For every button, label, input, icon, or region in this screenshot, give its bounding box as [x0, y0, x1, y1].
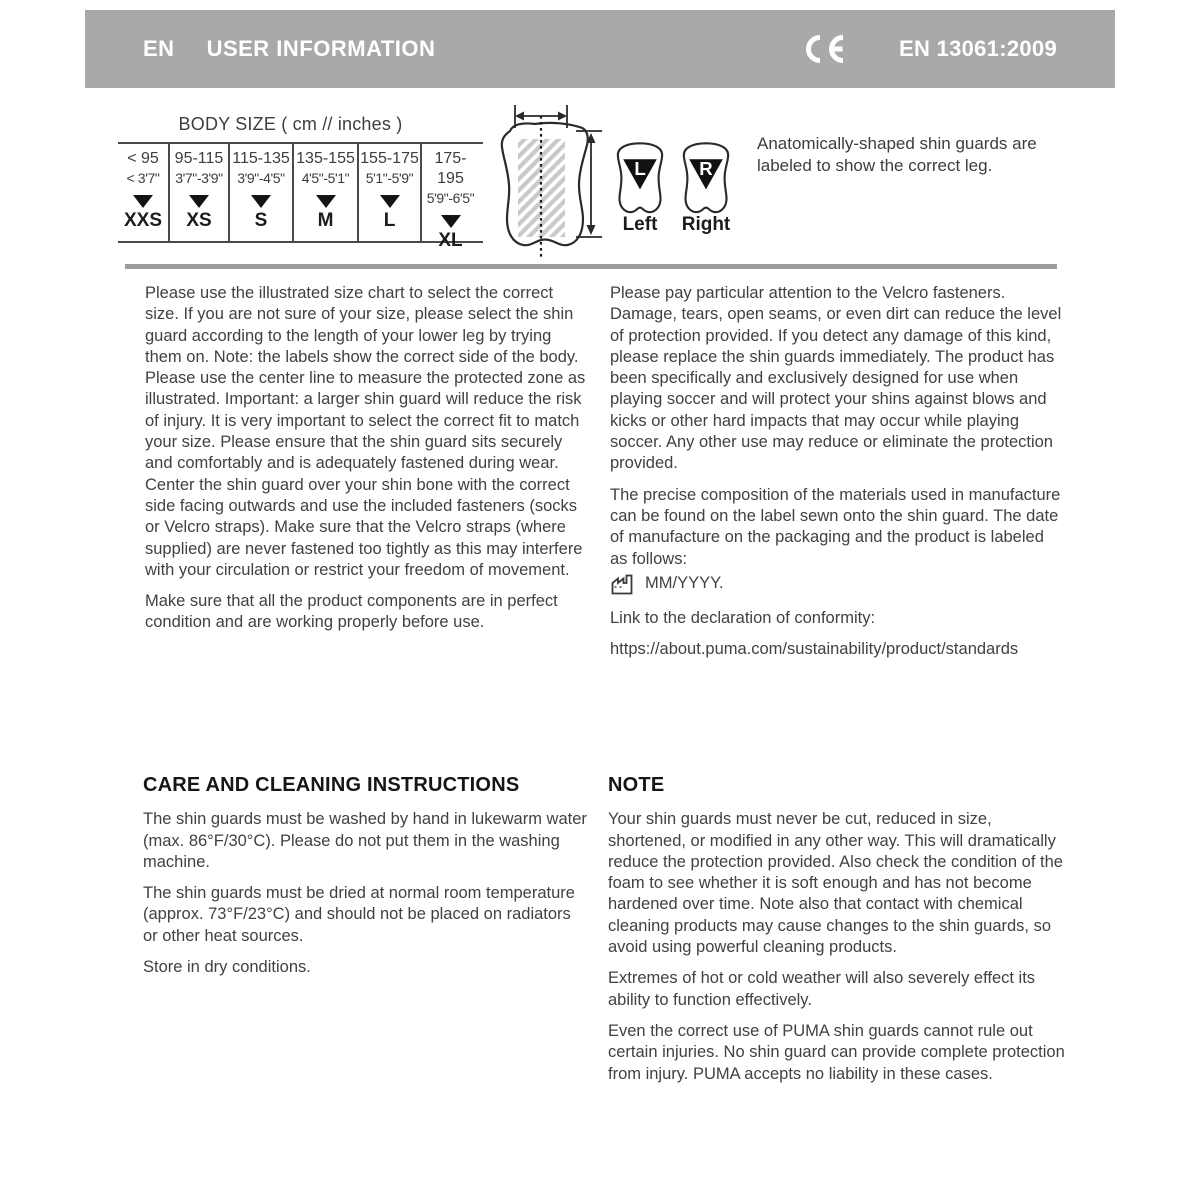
paragraph: Make sure that all the product components are in perfect condition and are working properly before use. — [145, 592, 558, 632]
size-cm-range: 175-195 — [434, 150, 467, 187]
right-letter: R — [699, 158, 713, 180]
right-label: Right — [681, 214, 731, 235]
note-heading: NOTE — [608, 774, 665, 796]
size-inch-range: 5'1"-5'9" — [365, 170, 414, 186]
size-label: XXS — [123, 210, 163, 231]
left-letter: L — [634, 158, 646, 180]
arrowhead-left — [515, 112, 524, 121]
size-inch-range: 5'9"-6'5" — [426, 190, 475, 206]
down-triangle-icon — [189, 195, 209, 208]
size-chart-column — [420, 144, 479, 251]
down-triangle-icon — [441, 215, 461, 228]
size-chart-column — [168, 144, 228, 241]
size-label: XS — [186, 210, 212, 231]
size-cm-range: 115-135 — [232, 150, 290, 167]
size-chart-column — [357, 144, 420, 241]
factory-icon — [610, 572, 637, 596]
down-triangle-icon — [316, 195, 336, 208]
care-heading: CARE AND CLEANING INSTRUCTIONS — [143, 774, 520, 796]
size-cm-range: 155-175 — [360, 150, 419, 167]
paragraph: The precise composition of the materials used in manufacture can be found on the label sewn onto the shin guard. The date of manufacture on the packaging and the product is labeled as follows: — [610, 485, 1061, 568]
usage-text-right-column — [610, 283, 1062, 670]
note-section — [608, 775, 1066, 1095]
standard-number: EN 13061:2009 — [898, 36, 1057, 61]
paragraph: Please pay particular attention to the Velcro fasteners. Damage, tears, open seams, or even dirt can reduce the level of protection provided. If you detect any damage of this kind, please replace the shin guards immediately. The product has been specifically and exclusively designed for use when playing soccer and will protect your shins against blows and kicks or other hard impacts that may occur while playing soccer. Any other use may reduce or eliminate the protection provided. — [610, 284, 1062, 473]
size-cm-range: < 95 — [127, 150, 159, 167]
size-label: XL — [438, 230, 463, 251]
down-triangle-icon — [380, 195, 400, 208]
size-inch-range: < 3'7" — [126, 170, 160, 186]
conformity-link-url[interactable]: https://about.puma.com/sustainability/product/standards — [610, 640, 1019, 659]
manufacture-date-line — [610, 572, 1062, 596]
header-bar — [85, 10, 1115, 88]
language-code: EN — [143, 36, 175, 61]
size-label: S — [254, 210, 268, 231]
size-cm-range: 95-115 — [174, 150, 224, 167]
size-cm-range: 135-155 — [296, 150, 355, 167]
left-shin-guard-icon — [609, 138, 671, 216]
usage-text-left-column — [145, 283, 588, 644]
size-chart-table — [118, 142, 483, 251]
size-chart-column — [118, 144, 168, 241]
size-inch-range: 4'5"-5'1" — [301, 170, 350, 186]
leg-label-caption: Anatomically-shaped shin guards are labeled to show the correct leg. — [757, 134, 1037, 175]
left-label: Left — [622, 214, 658, 235]
arrowhead-right — [558, 112, 567, 121]
page-title: USER INFORMATION — [206, 36, 436, 61]
down-triangle-icon — [251, 195, 271, 208]
paragraph: Store in dry conditions. — [143, 958, 311, 977]
date-format-code: MM/YYYY. — [645, 574, 724, 593]
ce-mark-icon — [799, 33, 847, 65]
size-chart-title: BODY SIZE ( cm // inches ) — [178, 114, 403, 134]
paragraph: The shin guards must be washed by hand in lukewarm water (max. 86°F/30°C). Please do not put them in the washing machine. — [143, 810, 587, 871]
right-shin-guard-icon — [675, 138, 737, 216]
paragraph: Your shin guards must never be cut, reduced in size, shortened, or modified in any other way. This will dramatically reduce the protection provided. Also check the condition of the foam to see whether it is soft enough and has not become hardened over time. Note also that contact with chemical cleaning products may cause changes to the shin guards, so avoid using powerful cleaning products. — [608, 810, 1063, 957]
size-label: L — [383, 210, 396, 231]
size-inch-range: 3'7"-3'9" — [175, 170, 223, 186]
paragraph: The shin guards must be dried at normal room temperature (approx. 73°F/23°C) and should not be placed on radiators or other heat sources. — [143, 884, 575, 945]
paragraph: Please use the illustrated size chart to select the correct size. If you are not sure of your size, please select the shin guard according to the length of your lower leg by trying them on. Note: the labels show the correct side of the body. Please use the center line to measure the protected zone as illustrated. Important: a larger shin guard will reduce the risk of injury. It is very important to select the correct fit to match your size. Please ensure that the shin guard sits securely and comfortably and is adequately fastened during wear. Center the shin guard over your shin bone with the correct side facing outwards and use the included fasteners (socks or Velcro straps). Make sure that the Velcro straps (where supplied) are never fastened too tightly as this may interfere with your circulation or restrict your freedom of movement. — [145, 284, 586, 579]
size-chart-column — [228, 144, 292, 241]
care-and-cleaning-section — [143, 775, 588, 988]
arrowhead-down — [587, 225, 596, 235]
paragraph: Even the correct use of PUMA shin guards cannot rule out certain injuries. No shin guard can provide complete protection from injury. PUMA accepts no liability in these cases. — [608, 1021, 1065, 1083]
paragraph: Extremes of hot or cold weather will also severely effect its ability to function effectively. — [608, 969, 1036, 1009]
shin-guard-measurement-diagram — [496, 97, 616, 265]
down-triangle-icon — [133, 195, 153, 208]
size-inch-range: 3'9"-4'5" — [237, 170, 285, 186]
conformity-link-label: Link to the declaration of conformity: — [610, 608, 876, 627]
size-label: M — [317, 210, 334, 231]
size-chart-column — [292, 144, 357, 241]
section-divider — [125, 264, 1057, 269]
